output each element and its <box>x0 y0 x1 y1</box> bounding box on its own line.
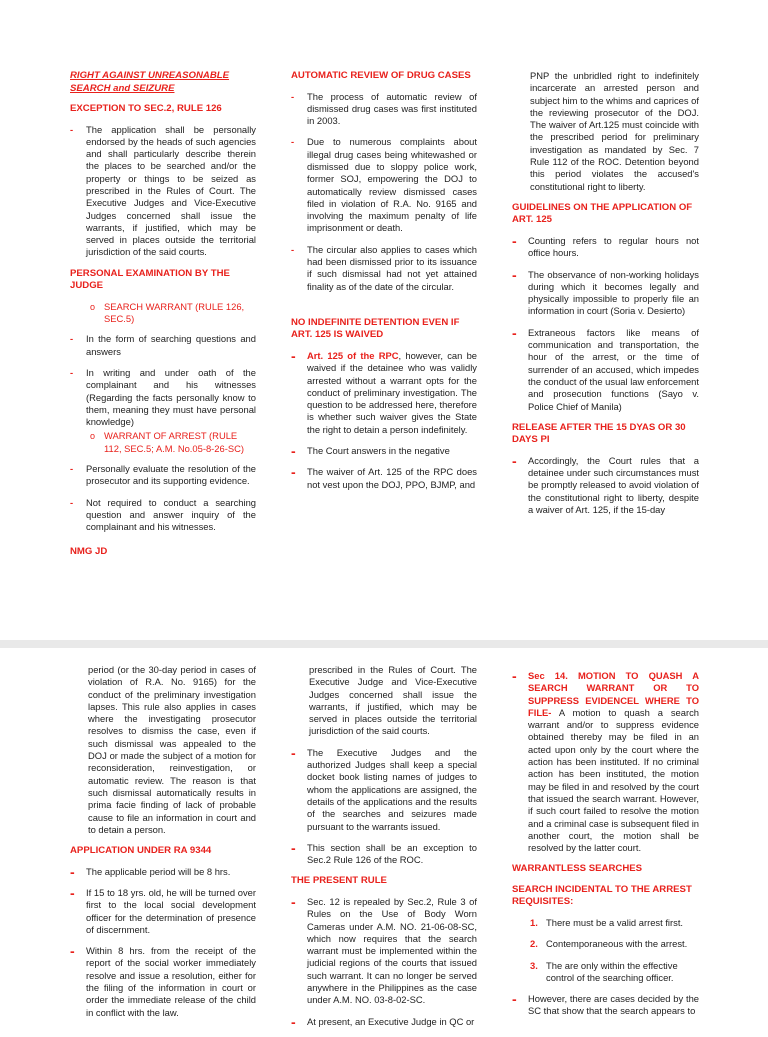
page2-column-3 <box>512 670 699 1027</box>
section-heading: EXCEPTION TO SEC.2, RULE 126 <box>70 103 222 114</box>
list-item: - Sec 14. MOTION TO QUASH A SEARCH WARRANT OR TO SUPPRESS EVIDENCEL WHERE TO FILE- A motion to quash a search warrant and/or to suppress evidence obtained thereby may be filed in an acted upon only by the court where the action has been instituted. If no criminal action has been instituted, the motion may be filed in and resolved by the court that issued the search warrant. However, if such court failed to resolve the motion and a criminal case is subsequent filed in another court, the motion shall be resolved by the latter court. <box>512 668 699 854</box>
page2-column-2 <box>291 664 477 1037</box>
continued-text: PNP the unbridled right to indefinitely incarcerate an arrested person and subject him to the whims and caprices of the reviewing prosecutor of the DOJ. The waiver of Art.125 must coincide with the prescribed period for preliminary investigation as mandated by Sec. 7 Rule 112 of the ROC. Detention beyond this period violates the accused's constitutional right to liberty. <box>530 70 699 192</box>
list-item: - Art. 125 of the RPC, however, can be waived if the detainee who was validly arrested without a warrant opts for the conduct of preliminary investigation. The question to be addressed here, therefore is whether such waiver gives the State the right to detain a person indefinitely. <box>291 347 477 435</box>
section-heading: RELEASE AFTER THE 15 DYAS OR 30 DAYS PI <box>512 421 686 446</box>
page2-column-1 <box>70 664 256 1028</box>
list-item: - In the form of searching questions and answers <box>70 333 256 357</box>
list-item: - Personally evaluate the resolution of the prosecutor and its supporting evidence. <box>70 463 256 487</box>
section-title: RIGHT AGAINST UNREASONABLE SEARCH and SEIZURE <box>70 70 230 94</box>
section-heading: WARRANTLESS SEARCHES <box>512 863 643 875</box>
list-item: - However, there are cases decided by the SC that show that the search appears to <box>512 991 699 1017</box>
document-page-2 <box>0 648 768 1030</box>
section-heading: GUIDELINES ON THE APPLICATION OF ART. 125 <box>512 201 693 226</box>
sub-list-item: o WARRANT OF ARREST (RULE 112, SEC.5; A.M. No.05-8-26-SC) <box>90 430 244 454</box>
section-heading: PERSONAL EXAMINATION BY THE JUDGE <box>70 267 230 292</box>
list-item: - Within 8 hrs. from the receipt of the report of the social worker immediately resolve and issue a resolution, either for the filing of the information in court or order the immediate release of the child in conflict with the law. <box>70 943 256 1018</box>
section-heading: APPLICATION UNDER RA 9344 <box>70 845 212 857</box>
list-item: - The waiver of Art. 125 of the RPC does not vest upon the DOJ, PPO, BJMP, and <box>291 464 477 490</box>
continued-text: prescribed in the Rules of Court. The Executive Judge and Vice-Executive Judges concerned shall issue the warrants, if justified, which may be served in places outside the territorial jurisdiction of the said courts. <box>309 664 477 737</box>
page1-column-3 <box>512 70 699 525</box>
section-heading: AUTOMATIC REVIEW OF DRUG CASES <box>291 70 471 81</box>
continued-text: period (or the 30-day period in cases of violation of R.A. No. 9165) for the conduct of the preliminary investigation lapses. This rule also applies in cases where the investigating prosecutor resolves to dismiss the case, even if such dismissal was appealed to the DOJ or made the subject of a motion for reconsideration, reinvestigation, or automatic review. The reason is that such dismissal automatically results in prima facie finding of lack of probable cause to file an information in court and to detain a person. <box>88 664 256 835</box>
numbered-item: 2. Contemporaneous with the arrest. <box>530 938 688 950</box>
list-item: - The applicable period will be 8 hrs. <box>70 863 231 880</box>
list-item: - The circular also applies to cases which had been dismissed prior to its issuance if such dismissal had not yet attained finality as of the date of the circular. <box>291 243 477 292</box>
list-item: - Due to numerous complaints about illegal drug cases being whitewashed or dismissed due to sloppy police work, former SOJ, empowering the DOJ to automatically review dismissed cases filed in violation of R.A. No. 9165 and involving the maximum penalty of life imprisonment or death. <box>291 136 477 234</box>
page-divider <box>0 640 768 648</box>
section-heading: SEARCH INCIDENTAL TO THE ARREST REQUISITES: <box>512 883 692 908</box>
section-heading: THE PRESENT RULE <box>291 875 387 887</box>
list-item: - The process of automatic review of dismissed drug cases was first instituted in 2003. <box>291 90 477 127</box>
list-item: - Extraneous factors like means of communication and transportation, the hour of the arrest, or the time of surrender of an accused, which impedes the conduct of the usual law enforcement and prosecution functions (Sayo v. Police Chief of Manila) <box>512 324 699 412</box>
list-item: - The Executive Judges and the authorized Judges shall keep a special docket book listing names of judges to whom the applications are assigned, the details of the applications and the results of the searches and seizures made pursuant to the warrants issued. <box>291 744 477 832</box>
page-footer: NMG JD <box>70 546 108 557</box>
list-item: - The observance of non-working holidays during which it becomes legally and physically impossible to properly file an information in court (Soria v. Desierto) <box>512 266 699 317</box>
list-item: - The application shall be personally endorsed by the heads of such agencies and shall particularly describe therein the places to be searched and/or the property or things to be seized as prescribed in the Rules of Court. The Executive Judges and Vice-Executive Judges concerned shall issue the warrants, if justified, which may be served in places outside the territorial jurisdiction of the said courts. <box>70 123 256 258</box>
sub-list-item: o SEARCH WARRANT (RULE 126, SEC.5) <box>90 300 245 325</box>
page1-column-2 <box>291 70 477 500</box>
list-item: - Not required to conduct a searching question and answer inquiry of the complainant and his witnesses. <box>70 496 256 533</box>
list-item: - In writing and under oath of the complainant and his witnesses (Regarding the facts personally know to them, meaning they must have personal knowledge) <box>70 366 256 428</box>
section-heading: NO INDEFINITE DETENTION EVEN IF ART. 125 IS WAIVED <box>291 316 460 341</box>
list-item: - Sec. 12 is repealed by Sec.2, Rule 3 of Rules on the Use of Body Worn Cameras under A.M. NO. 21-06-08-SC, which now requires that the search warrant must be implemented within the judicial regions of the courts that issued such warrant. It can no longer be served anywhere in the Philippines as the case under A.M. NO. 03-8-02-SC. <box>291 893 477 1006</box>
list-item: - Accordingly, the Court rules that a detainee under such circumstances must be promptly released to avoid violation of the constitutional right to liberty, despite a waiver of Art. 125, if the 15-day <box>512 452 699 516</box>
list-item: - This section shall be an exception to Sec.2 Rule 126 of the ROC. <box>291 839 477 866</box>
list-item: - If 15 to 18 yrs. old, he will be turned over first to the local social development officer for the determination of presence of discernment. <box>70 884 256 935</box>
list-item: - The Court answers in the negative <box>291 443 450 460</box>
list-item: - At present, an Executive Judge in QC or <box>291 1013 475 1030</box>
page1-column-1 <box>70 70 256 543</box>
numbered-item: 1. There must be a valid arrest first. <box>530 916 684 928</box>
numbered-item: 3. The are only within the effective control of the searching officer. <box>530 959 678 983</box>
list-item: - Counting refers to regular hours not office hours. <box>512 232 699 259</box>
